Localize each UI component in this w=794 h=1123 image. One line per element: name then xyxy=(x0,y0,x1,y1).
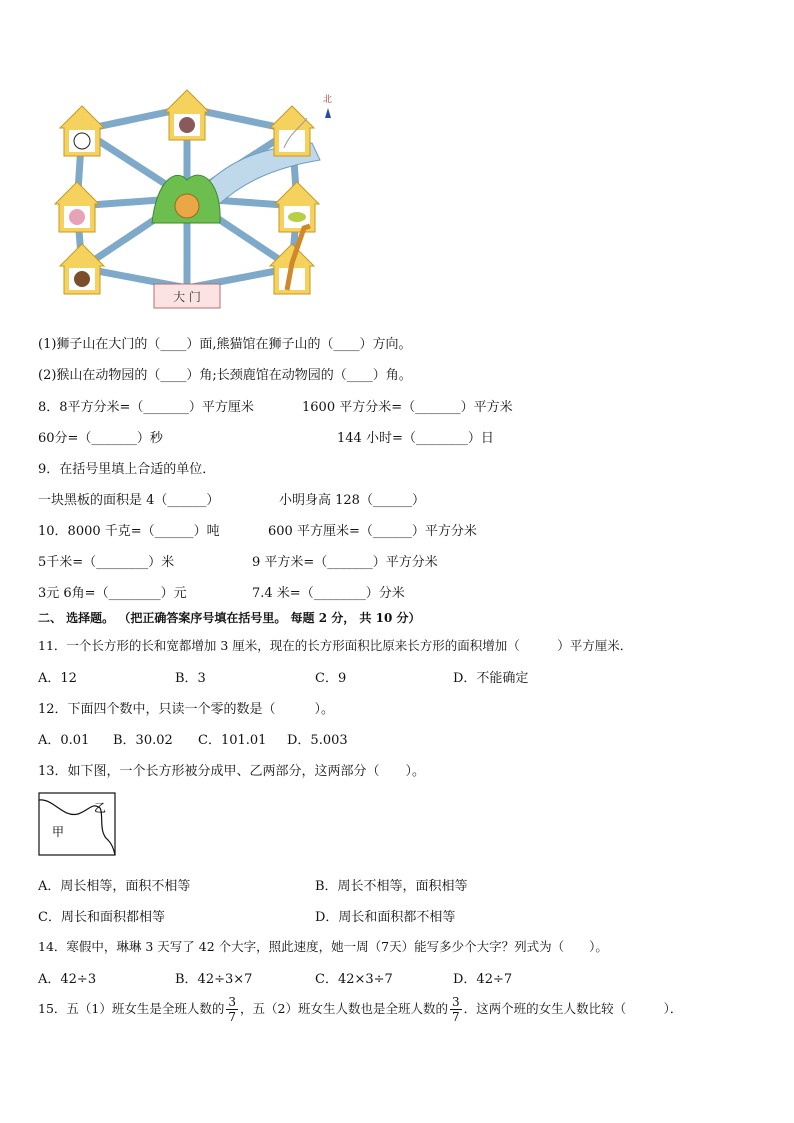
q10-a: 10．8000 千克=（______）吨 xyxy=(38,524,220,539)
q13-rectangle-figure xyxy=(38,792,118,858)
north-arrow-icon xyxy=(325,108,331,118)
north-label: 北 xyxy=(323,95,332,105)
q9-a: 一块黑板的面积是 4（______） xyxy=(38,493,220,508)
fish-icon xyxy=(288,212,306,222)
panda-house xyxy=(60,106,104,156)
q9-b: 小明身高 128（______） xyxy=(279,493,425,508)
q12-option-b: B．30.02 xyxy=(113,733,173,748)
q13-option-b: B．周长不相等，面积相等 xyxy=(315,879,468,894)
q10-f: 7.4 米=（________）分米 xyxy=(252,586,405,601)
label-jia: 甲 xyxy=(52,825,65,839)
q11-stem: 11．一个长方形的长和宽都增加 3 厘米，现在的长方形面积比原来长方形的面积增加（ ）平方厘米． xyxy=(38,638,633,653)
q14-option-b: B．42÷3×7 xyxy=(175,972,253,987)
label-yi: 乙 xyxy=(94,801,107,815)
q12-stem: 12．下面四个数中，只读一个零的数是（ ）。 xyxy=(38,702,335,717)
monkey-house xyxy=(60,244,104,294)
q12-option-a: A．0.01 xyxy=(38,733,90,748)
q11-option-b: B．3 xyxy=(175,671,206,686)
q15-fraction-1-den: 7 xyxy=(228,1010,236,1024)
elephant-icon xyxy=(69,209,85,225)
q10-e: 3元 6角=（________）元 xyxy=(38,586,187,601)
q13-option-d: D．周长和面积都不相等 xyxy=(315,910,456,925)
fish-house xyxy=(275,182,319,232)
section-2-heading: 二、 选择题。 （把正确答案序号填在括号里。 每题 2 分， 共 10 分） xyxy=(38,611,421,625)
q15-part3: ．这两个班的女生人数比较（ ）． xyxy=(463,1001,683,1016)
q12-option-c: C．101.01 xyxy=(198,733,267,748)
lion-icon xyxy=(175,194,199,218)
q10-b: 600 平方厘米=（______）平方分米 xyxy=(268,524,477,539)
q8-a: 8．8平方分米=（_______）平方厘米 xyxy=(38,400,254,415)
q10-c: 5千米=（________）米 xyxy=(38,555,175,570)
q15-part2: ，五（2）班女生人数也是全班人数的 xyxy=(240,1001,448,1016)
q15-fraction-1 xyxy=(226,996,238,1023)
monkey-icon xyxy=(74,271,90,287)
crane-house xyxy=(270,106,314,156)
panda-icon xyxy=(74,133,90,149)
q11-option-d: D．不能确定 xyxy=(453,671,529,686)
q11-option-c: C．9 xyxy=(315,671,347,686)
q15-fraction-2 xyxy=(450,996,462,1023)
q13-option-a: A．周长相等，面积不相等 xyxy=(38,879,191,894)
q7-line-2: (2)猴山在动物园的（____）角;长颈鹿馆在动物园的（____）角。 xyxy=(38,368,412,383)
q7-line-1: (1)狮子山在大门的（____）面,熊猫馆在狮子山的（____）方向。 xyxy=(38,337,412,352)
q14-option-c: C．42×3÷7 xyxy=(315,972,393,987)
zoo-map-figure xyxy=(52,88,332,313)
elephant-house xyxy=(55,182,99,232)
q15-fraction-1-num: 3 xyxy=(228,995,236,1009)
q8-d: 144 小时=（________）日 xyxy=(337,431,494,446)
q11-option-a: A．12 xyxy=(38,671,77,686)
q13-stem: 13．如下图，一个长方形被分成甲、乙两部分，这两部分（ ）。 xyxy=(38,764,426,779)
gate-label: 大 门 xyxy=(173,290,201,304)
q10-d: 9 平方米=（_______）平方分米 xyxy=(252,555,438,570)
q8-b: 1600 平方分米=（_______）平方米 xyxy=(302,400,513,415)
q9-title: 9．在括号里填上合适的单位． xyxy=(38,462,216,477)
q12-option-d: D．5.003 xyxy=(287,733,348,748)
q15-fraction-2-den: 7 xyxy=(451,1010,460,1024)
q14-stem: 14．寒假中，琳琳 3 天写了 42 个大字，照此速度，她一周（7天）能写多少个大字？列式为（ ）。 xyxy=(38,939,608,954)
q15-fraction-2-num: 3 xyxy=(451,995,460,1009)
monkey-hill-house xyxy=(165,90,209,140)
q14-option-a: A．42÷3 xyxy=(38,972,97,987)
q13-option-c: C．周长和面积都相等 xyxy=(38,910,165,925)
q15-part1: 15．五（1）班女生是全班人数的 xyxy=(38,1001,225,1016)
q15-stem xyxy=(38,996,682,1023)
gorilla-icon xyxy=(179,117,195,133)
q14-option-d: D．42÷7 xyxy=(453,972,513,987)
q8-c: 60分=（_______）秒 xyxy=(38,431,163,446)
